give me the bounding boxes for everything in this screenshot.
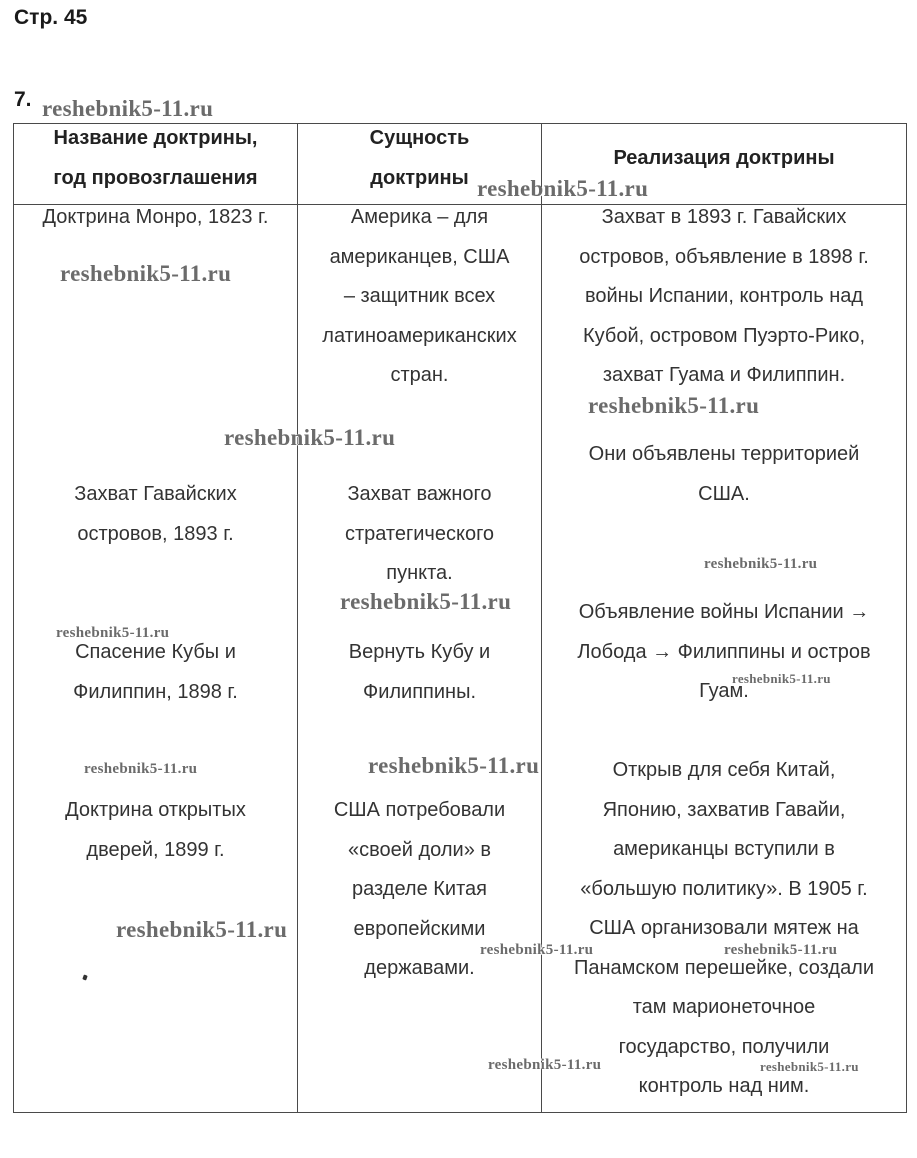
row3-name: Спасение Кубы и Филиппин, 1898 г.: [73, 641, 238, 703]
row4-essence: США потребовали «своей доли» в разделе Китая европейскими державами.: [333, 799, 506, 979]
watermark: reshebnik5-11.ru: [60, 261, 232, 286]
row4-name: Доктрина открытых дверей, 1899 г.: [65, 799, 246, 861]
row2-essence: Захват важного стратегического пункта.: [344, 483, 495, 584]
row1-essence: Америка – для американцев, США – защитник всех латиноамериканских стран.: [322, 206, 517, 386]
watermark: reshebnik5-11.ru: [760, 1059, 859, 1074]
watermark: reshebnik5-11.ru: [340, 589, 512, 614]
row1-name: Доктрина Монро, 1823 г.: [42, 206, 269, 228]
watermark: reshebnik5-11.ru: [368, 753, 540, 778]
row1-realization: Захват в 1893 г. Гавайских островов, объявление в 1898 г. войны Испании, контроль над Кубой, островом Пуэрто-Рико, захват Гуама и Филиппин. Они объявлены территорией США.: [579, 206, 869, 505]
task-number: 7.: [14, 88, 32, 111]
row2-realization: Объявление войны Испании → Лобода → Филиппины и остров Гуам.: [577, 601, 871, 702]
watermark: reshebnik5-11.ru: [488, 1057, 602, 1073]
watermark: reshebnik5-11.ru: [116, 917, 288, 942]
watermark: reshebnik5-11.ru: [724, 942, 838, 958]
watermark: reshebnik5-11.ru: [56, 625, 170, 641]
watermark: reshebnik5-11.ru: [732, 671, 831, 686]
watermark: reshebnik5-11.ru: [704, 556, 818, 572]
watermark: reshebnik5-11.ru: [588, 393, 760, 418]
header-doctrine-realization: Реализация доктрины: [613, 147, 835, 169]
watermark: reshebnik5-11.ru: [480, 942, 594, 958]
watermark: reshebnik5-11.ru: [84, 761, 198, 777]
row3-essence: Вернуть Кубу и Филиппины.: [348, 641, 491, 703]
page-number: Стр. 45: [14, 6, 88, 29]
header-doctrine-name: Название доктрины, год провозглашения: [53, 127, 258, 189]
watermark: reshebnik5-11.ru: [224, 425, 396, 450]
watermark: reshebnik5-11.ru: [42, 96, 214, 121]
row4-realization: Открыв для себя Китай, Японию, захватив Гавайи, американцы вступили в «большую политику». В 1905 г. США организовали мятеж на Панамском перешейке, создали там марионеточное государство, получили контроль над ним.: [573, 759, 875, 1097]
watermark: reshebnik5-11.ru: [477, 176, 649, 201]
header-doctrine-essence: Сущность доктрины: [369, 127, 470, 189]
row2-name: Захват Гавайских островов, 1893 г.: [74, 483, 237, 545]
